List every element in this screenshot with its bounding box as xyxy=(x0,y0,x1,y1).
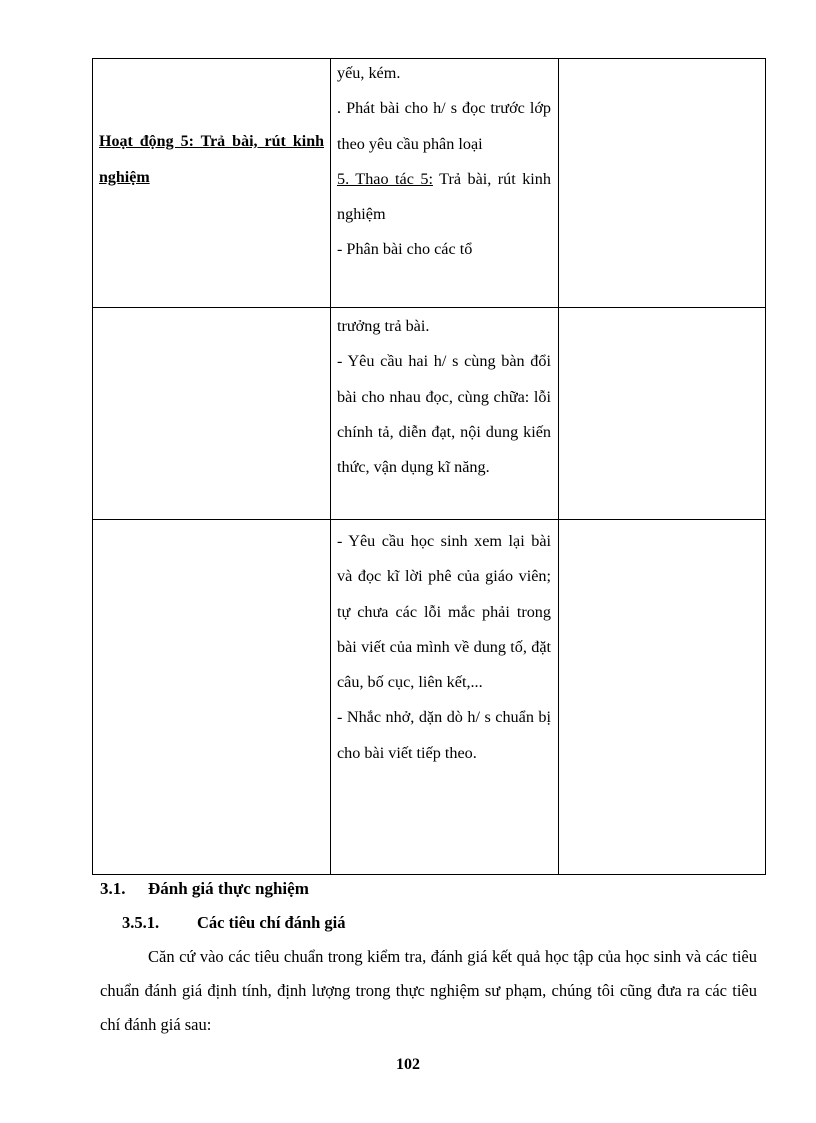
teacher-activity-cell xyxy=(331,520,559,875)
step-label: 5. Thao tác 5: xyxy=(337,169,433,188)
teacher-activity-cell xyxy=(331,308,559,520)
activity-cell xyxy=(93,520,331,875)
teacher-activity-text xyxy=(331,524,558,771)
activity-cell xyxy=(93,308,331,520)
body-text xyxy=(100,940,757,1042)
student-activity-cell xyxy=(559,520,766,875)
teacher-activity-cell xyxy=(331,59,559,308)
subsection-number: 3.5.1. xyxy=(122,913,160,932)
text-line: - Phân bài cho các tổ xyxy=(337,240,473,259)
text-line: - Yêu cầu học sinh xem lại bài và đọc kĩ lời phê của giáo viên; tự chưa các lỗi mắc phải trong bài viết của mình về dung tố, đặt câu, bố cục, liên kết,... xyxy=(337,532,551,692)
teacher-activity-text xyxy=(331,309,558,485)
activity-title: Hoạt động 5: Trả bài, rút kinh nghiệm xyxy=(99,133,324,186)
student-activity-cell xyxy=(559,308,766,520)
table-row xyxy=(93,308,766,520)
subsection-title: Các tiêu chí đánh giá xyxy=(197,913,346,932)
page-number: 102 xyxy=(396,1056,420,1073)
step-text: Trả bài, rút kinh nghiệm xyxy=(337,169,551,224)
student-activity-cell xyxy=(559,59,766,308)
text-line: yếu, kém. xyxy=(337,64,401,82)
table-row xyxy=(93,520,766,875)
paragraph: Căn cứ vào các tiêu chuẩn trong kiểm tra, đánh giá kết quả học tập của học sinh và các tiêu chuẩn đánh giá định tính, định lượng trong thực nghiệm sư phạm, chúng tôi cũng đưa ra các tiêu chí đánh giá sau: xyxy=(100,947,757,1034)
text-line: trưởng trả bài. xyxy=(337,317,430,335)
text-line: . Phát bài cho h/ s đọc trước lớp theo yêu cầu phân loại xyxy=(337,99,551,153)
teacher-activity-text xyxy=(331,56,558,268)
text-line: - Nhắc nhở, dặn dò h/ s chuẩn bị cho bài viết tiếp theo. xyxy=(337,708,551,762)
activity-cell xyxy=(93,59,331,308)
table-row xyxy=(93,59,766,308)
section-number: 3.1. xyxy=(100,879,126,898)
section-heading xyxy=(100,879,309,899)
text-line xyxy=(331,162,558,233)
section-title: Đánh giá thực nghiệm xyxy=(148,879,309,898)
subsection-heading xyxy=(122,913,346,933)
text-line: - Yêu cầu hai h/ s cùng bàn đổi bài cho nhau đọc, cùng chữa: lỗi chính tả, diễn đạt, nội dung kiến thức, vận dụng kĩ năng. xyxy=(337,352,551,477)
lesson-plan-table xyxy=(92,58,766,875)
